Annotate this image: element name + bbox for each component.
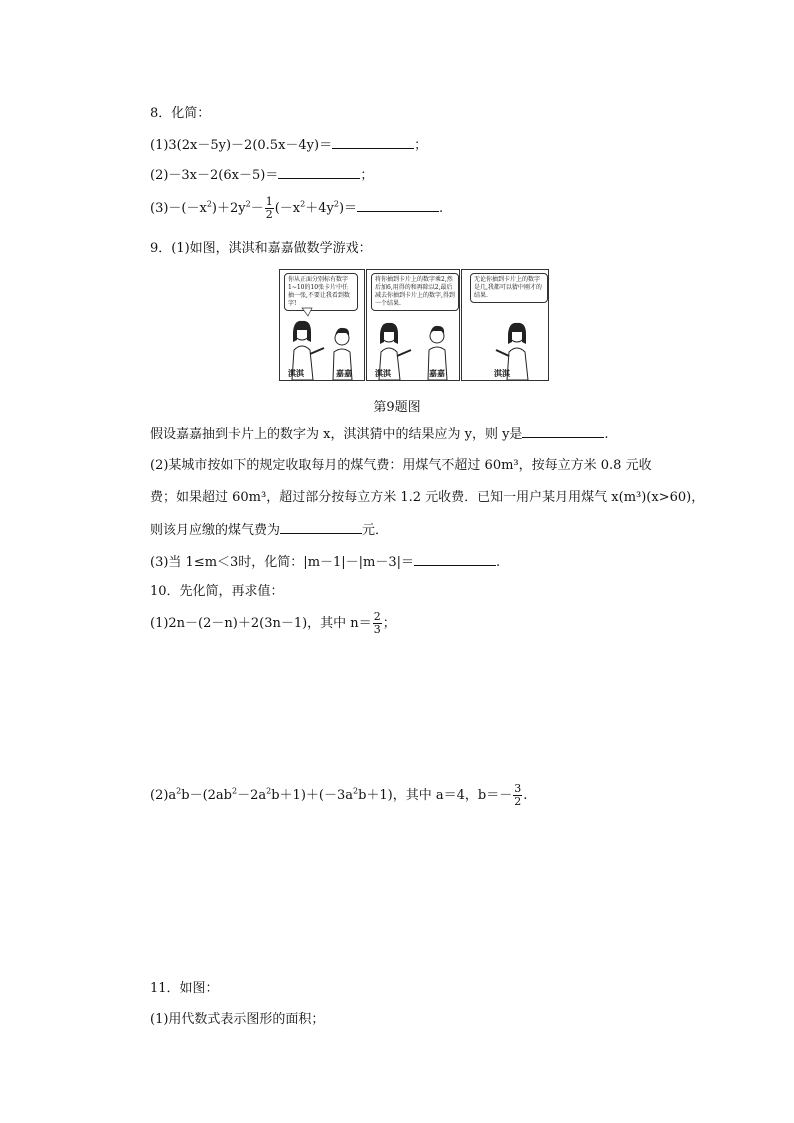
q9-part2-line2: 费；如果超过 60m³，超过部分按每立方米 1.2 元收费．已知一用户某月用煤气 x(m³)(x>60)，	[150, 490, 705, 505]
speech-bubble: 无论你抽到卡片上的数字是几,我都可以猜中刚才的结果.	[470, 273, 548, 303]
q8-part2: (2)－3x－2(6x－5)＝ ；	[150, 168, 374, 183]
q11-part1: (1)用代数式表示图形的面积；	[150, 1012, 325, 1027]
speech-bubble: 将你抽到卡片上的数字乘2,然后加6,用得的和再除以2,最后减去你抽到卡片上的数字,得到一个结果.	[371, 273, 459, 311]
character-illustration	[462, 270, 548, 380]
q9-title: 9．(1)如图，淇淇和嘉嘉做数学游戏：	[150, 241, 372, 256]
answer-blank[interactable]	[278, 166, 360, 179]
answer-blank[interactable]	[357, 199, 439, 212]
characters-illustration	[280, 270, 364, 380]
speech-bubble: 你从正面分别标有数字1~10的10张卡片中任抽一张,不要让我看到数字!	[284, 273, 358, 311]
q8-part3: $(3)-(-x^2)+2y^2-$ $\frac{1}{2}$ $(-x^2+4y^2)=$ .	[150, 195, 444, 221]
q11-title: 11．如图：	[150, 981, 219, 996]
comic-panel-1	[279, 269, 365, 381]
q9-part1: 假设嘉嘉抽到卡片上的数字为 x，淇淇猜中的结果应为 y，则 y是 .	[150, 427, 609, 442]
q8-title: 8．化简：	[150, 106, 211, 121]
name-label-qiqi: 淇淇	[494, 368, 510, 378]
q9-part2-line3: 则该月应缴的煤气费为 元．	[150, 523, 389, 538]
name-label-jiajia: 嘉嘉	[429, 368, 445, 378]
figure-caption: 第9题图	[373, 400, 421, 415]
comic-figure	[279, 269, 549, 381]
comic-panel-2	[366, 269, 460, 381]
name-label-qiqi: 淇淇	[375, 368, 391, 378]
fraction-two-thirds: $\frac{2}{3}$	[373, 610, 381, 636]
q10-part1: (1)2n－(2－n)＋2(3n－1)，其中 n＝ $\frac{2}{3}$ ；	[150, 610, 396, 636]
fraction-one-half: $\frac{1}{2}$	[265, 195, 273, 221]
comic-panel-3	[461, 269, 549, 381]
answer-blank[interactable]	[522, 425, 604, 438]
answer-blank[interactable]	[414, 553, 496, 566]
q10-title: 10．先化简，再求值：	[150, 584, 284, 599]
fraction-three-halves: $\frac{3}{2}$	[514, 782, 522, 808]
q9-part2-line1: (2)某城市按如下的规定收取每月的煤气费：用煤气不超过 60m³，按每立方米 0.8 元收	[150, 458, 652, 473]
name-label-jiajia: 嘉嘉	[336, 368, 352, 378]
q8-part1: (1)3(2x－5y)－2(0.5x－4y)＝ ；	[150, 138, 428, 153]
characters-illustration	[367, 270, 459, 380]
answer-blank[interactable]	[280, 521, 362, 534]
name-label-qiqi: 淇淇	[288, 368, 304, 378]
q9-part3: (3)当 1≤m＜3时，化简：|m－1|－|m－3|＝ .	[150, 555, 501, 570]
q10-part2: $(2)a^2b-(2ab^2-2a^2b+1)+(-3a^2b+1)$，其中 a＝4，b＝－ $\frac{3}{2}$ .	[150, 782, 528, 808]
answer-blank[interactable]	[332, 136, 414, 149]
